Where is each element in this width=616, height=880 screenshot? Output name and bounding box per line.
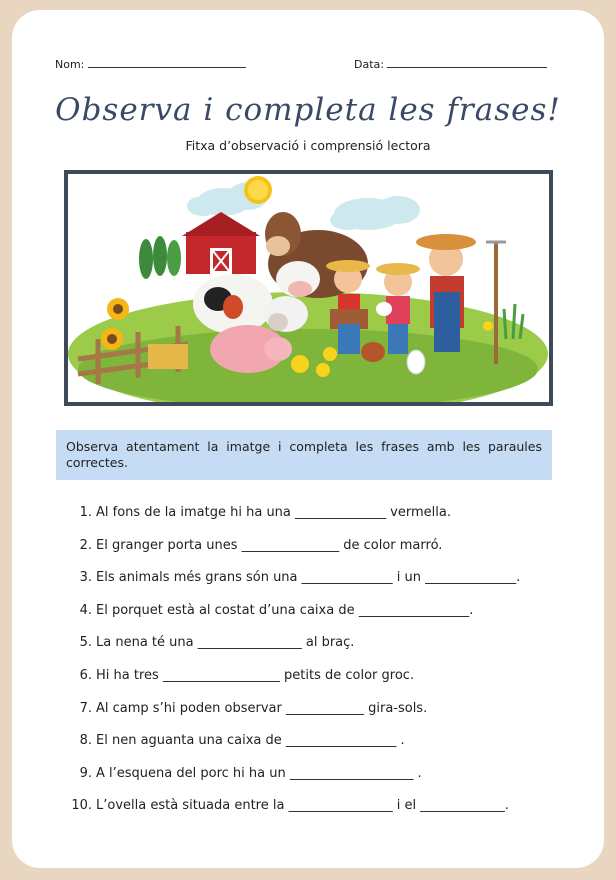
question-number: 9. xyxy=(79,765,92,781)
question-text: Al fons de la imatge hi ha una ______________ vermella. xyxy=(96,505,451,520)
question-item[interactable] xyxy=(56,700,576,733)
question-number: 6. xyxy=(79,667,92,683)
date-label: Data: xyxy=(354,58,384,71)
question-text: El granger porta unes _______________ de color marró. xyxy=(96,537,443,553)
question-number: 2. xyxy=(79,537,92,553)
page-title: Observa i completa les frases! xyxy=(55,92,561,128)
question-number: 10. xyxy=(71,798,92,814)
question-text: Hi ha tres __________________ petits de color groc. xyxy=(96,667,415,683)
question-item[interactable] xyxy=(56,667,576,700)
question-item[interactable] xyxy=(56,569,576,602)
instruction-box: Observa atentament la imatge i completa les frases amb les paraules correctes. xyxy=(56,430,552,480)
name-label: Nom: xyxy=(55,58,85,71)
question-item[interactable] xyxy=(56,602,576,635)
farm-scene-icon xyxy=(68,174,549,402)
date-line[interactable] xyxy=(387,58,547,68)
question-text: El porquet està al costat d’una caixa de _________________. xyxy=(96,602,474,618)
question-number: 7. xyxy=(79,700,92,716)
name-field[interactable] xyxy=(55,58,246,71)
question-text: Els animals més grans són una ______________ i un ______________. xyxy=(96,570,521,586)
question-item[interactable] xyxy=(56,797,576,830)
question-list xyxy=(56,504,576,830)
question-item[interactable] xyxy=(56,634,576,667)
question-number: 1. xyxy=(79,505,92,520)
question-text: A l’esquena del porc hi ha un ___________________ . xyxy=(96,765,422,781)
name-line[interactable] xyxy=(88,58,246,68)
question-text: La nena té una ________________ al braç. xyxy=(96,635,355,651)
farm-illustration xyxy=(64,170,553,406)
question-text: Al camp s’hi poden observar ____________ gira-sols. xyxy=(96,700,428,716)
question-item[interactable] xyxy=(56,732,576,765)
question-text: L’ovella està situada entre la ________________ i el _____________. xyxy=(96,798,509,814)
question-number: 4. xyxy=(79,602,92,618)
question-item[interactable] xyxy=(56,537,576,570)
worksheet-page xyxy=(12,10,604,868)
date-field[interactable] xyxy=(354,58,547,71)
page-subtitle: Fitxa d’observació i comprensió lectora xyxy=(185,138,431,153)
question-number: 8. xyxy=(79,733,92,749)
question-number: 5. xyxy=(79,635,92,651)
question-number: 3. xyxy=(79,570,92,586)
question-item[interactable] xyxy=(56,765,576,798)
question-text: El nen aguanta una caixa de _________________ . xyxy=(96,733,405,749)
question-item[interactable] xyxy=(56,504,576,537)
